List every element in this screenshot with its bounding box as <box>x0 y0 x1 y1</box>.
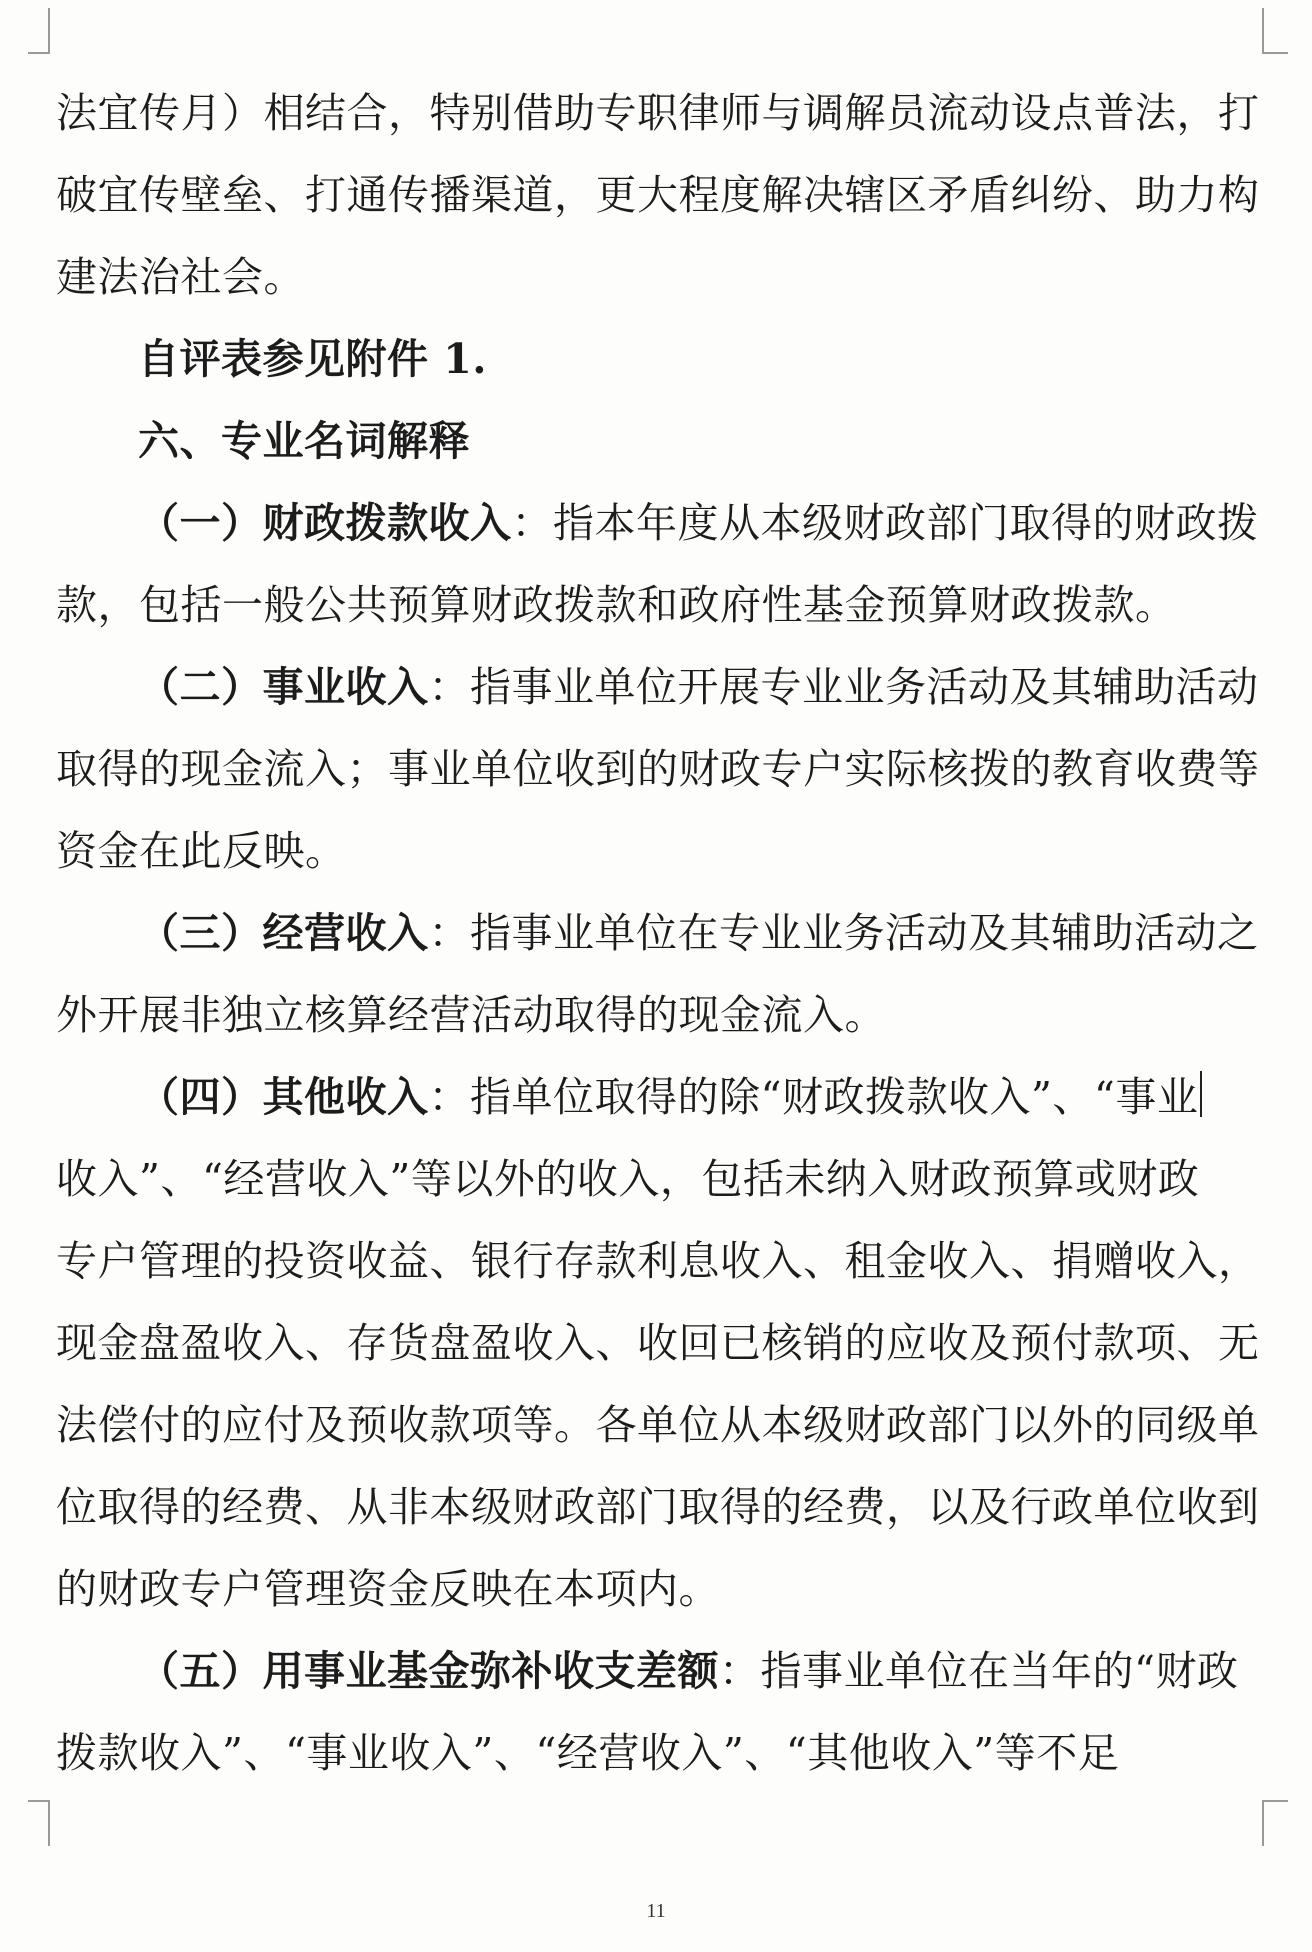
text-line: 款，包括一般公共预算财政拨款和政府性基金预算财政拨款。 <box>56 581 1177 629</box>
crop-mark-bottom-left <box>28 1800 50 1846</box>
definition-item <box>56 482 1266 564</box>
definition-term: （二）事业收入 <box>138 663 429 711</box>
text-line: 破宜传壁垒、打通传播渠道，更大程度解决辖区矛盾纠纷、助力构 <box>56 171 1260 219</box>
text-line: 专户管理的投资收益、银行存款利息收入、租金收入、捐赠收入， <box>56 1237 1260 1285</box>
definition-text: ：指事业单位在专业业务活动及其辅助活动之 <box>428 909 1259 957</box>
text-line: 收入”、“经营收入”等以外的收入，包括未纳入财政预算或财政 <box>56 1155 1200 1203</box>
text-line: 取得的现金流入；事业单位收到的财政专户实际核拨的教育收费等 <box>56 745 1260 793</box>
text-line: 位取得的经费、从非本级财政部门取得的经费，以及行政单位收到 <box>56 1483 1260 1531</box>
text-line: 现金盘盈收入、存货盘盈收入、收回已核销的应收及预付款项、无 <box>56 1319 1260 1367</box>
definition-text: ：指事业单位开展专业业务活动及其辅助活动 <box>428 663 1259 711</box>
text-line: 法偿付的应付及预收款项等。各单位从本级财政部门以外的同级单 <box>56 1401 1260 1449</box>
text-line: 外开展非独立核算经营活动取得的现金流入。 <box>56 991 886 1039</box>
definition-text: ：指本年度从本级财政部门取得的财政拨 <box>511 499 1259 547</box>
definition-term: （五）用事业基金弥补收支差额 <box>138 1647 719 1695</box>
text-line: 建法治社会。 <box>56 253 305 301</box>
crop-mark-top-right <box>1262 8 1288 54</box>
page-number: 11 <box>646 1900 666 1922</box>
self-eval-note: 自评表参见附件 1. <box>138 335 488 383</box>
text-line: 的财政专户管理资金反映在本项内。 <box>56 1565 720 1613</box>
definition-term: （一）财政拨款收入 <box>138 499 512 547</box>
definition-item <box>56 892 1266 974</box>
section-heading: 六、专业名词解释 <box>138 417 470 465</box>
document-body <box>56 72 1266 1794</box>
definition-text: ：指单位取得的除“财政拨款收入”、“事业 <box>428 1073 1199 1121</box>
crop-mark-top-left <box>28 8 50 54</box>
definition-term: （四）其他收入 <box>138 1073 429 1121</box>
definition-item <box>56 1630 1266 1712</box>
definition-term: （三）经营收入 <box>138 909 429 957</box>
text-line: 资金在此反映。 <box>56 827 347 875</box>
text-cursor <box>1200 1071 1202 1117</box>
crop-mark-bottom-right <box>1262 1800 1288 1846</box>
definition-text: ：指事业单位在当年的“财政 <box>719 1647 1239 1695</box>
definition-item <box>56 646 1266 728</box>
definition-item <box>56 1056 1266 1138</box>
text-line: 拨款收入”、“事业收入”、“经营收入”、“其他收入”等不足 <box>56 1729 1120 1777</box>
text-line: 法宜传月）相结合，特别借助专职律师与调解员流动设点普法，打 <box>56 89 1260 137</box>
